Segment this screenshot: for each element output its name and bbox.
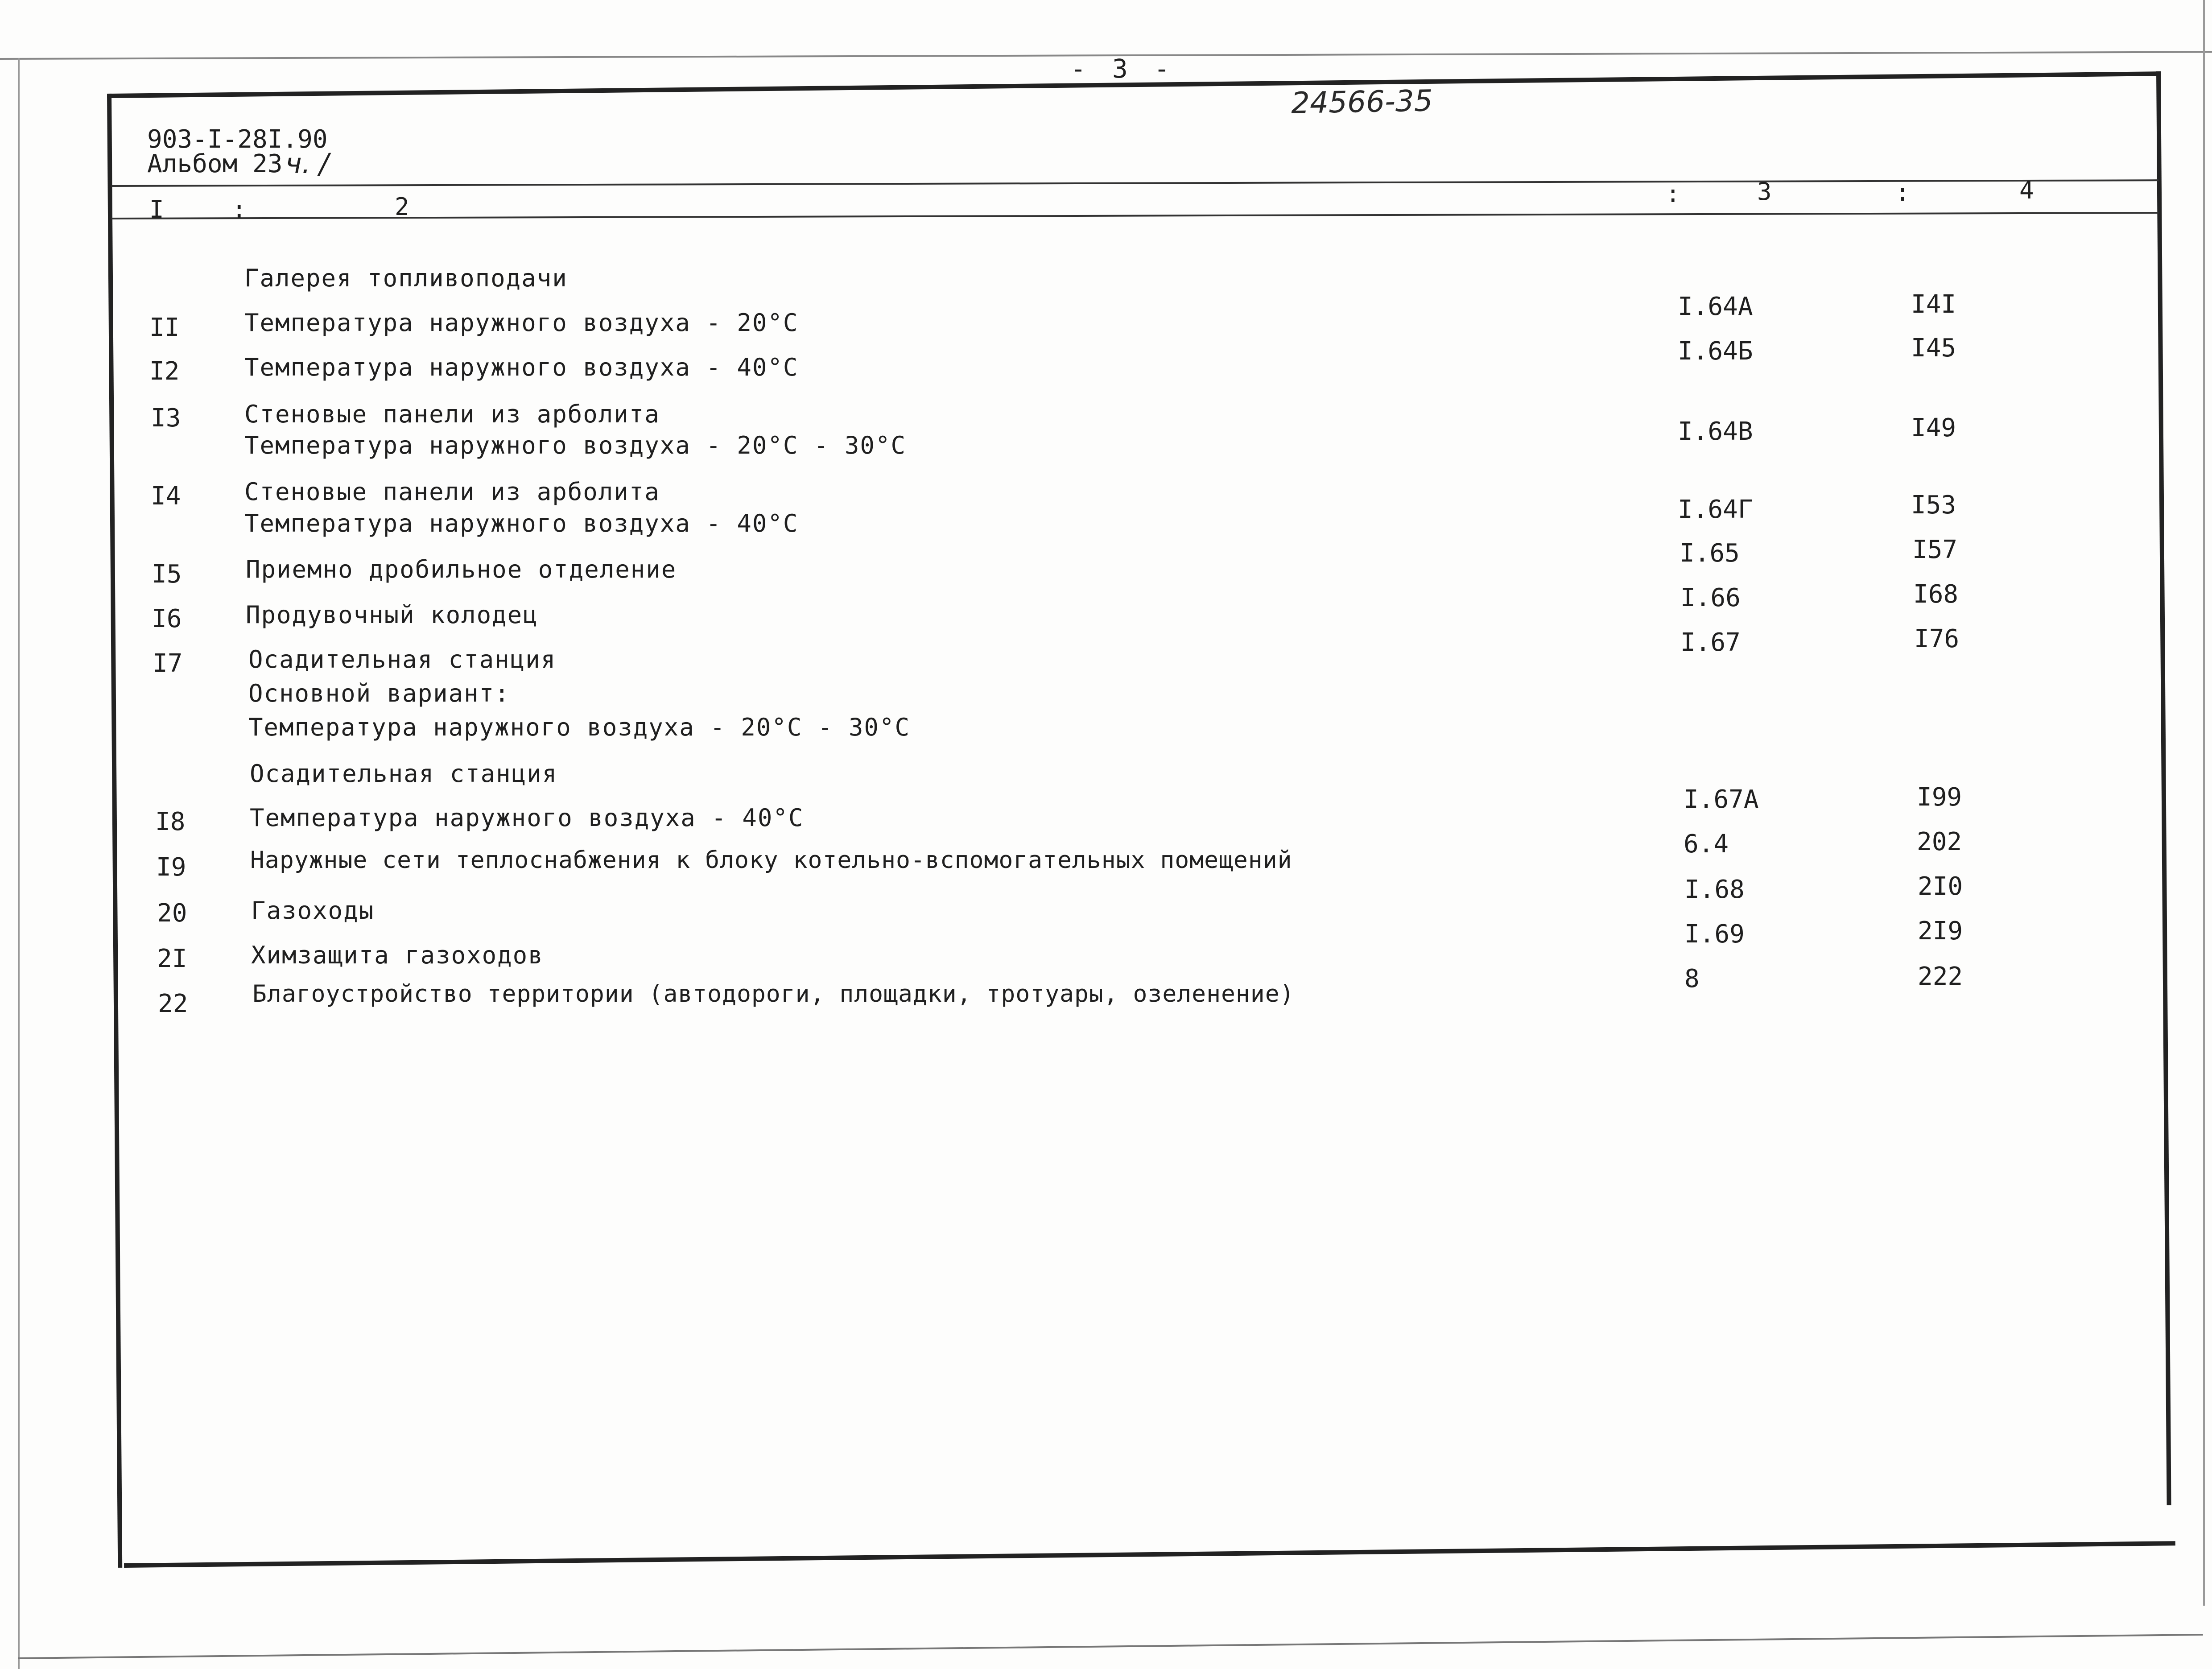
row-column-3-value: I.69 <box>1684 920 1745 949</box>
row-column-3-value: I.64В <box>1678 417 1753 446</box>
row-number: 22 <box>158 989 188 1018</box>
album-handwritten-note: ч. / <box>285 147 329 180</box>
row-number: 20 <box>157 899 187 928</box>
row-number: I7 <box>153 649 183 678</box>
row-column-4-value: I99 <box>1917 783 1962 812</box>
row-column-4-value: I68 <box>1913 580 1959 609</box>
row-column-4-value: I76 <box>1914 624 1960 653</box>
row-column-4-value: I57 <box>1912 535 1958 564</box>
row-description-line: Температура наружного воздуха - 40°C <box>244 353 799 381</box>
row-column-3-value: I.64Г <box>1678 495 1753 524</box>
row-column-4-value: 222 <box>1918 962 1963 991</box>
frame-left <box>107 94 122 1568</box>
row-number: 2I <box>157 944 187 973</box>
frame-bottom <box>124 1541 2175 1568</box>
row-description-line: Основной вариант: <box>248 679 510 707</box>
column-4-separator: : <box>1895 178 1910 207</box>
row-description-line: Температура наружного воздуха - 40°C <box>250 804 804 832</box>
row-column-3-value: I.64A <box>1678 292 1753 321</box>
header-rule-upper <box>111 179 2158 187</box>
row-number: I6 <box>152 604 182 633</box>
row-description-line: Наружные сети теплоснабжения к блоку котельно-вспомогательных помещений <box>250 847 1292 874</box>
row-number: I8 <box>155 807 186 836</box>
column-4-header: 4 <box>2019 176 2034 204</box>
row-column-3-value: 6.4 <box>1684 830 1729 859</box>
row-column-3-value: I.66 <box>1680 583 1741 612</box>
row-column-4-value: I4I <box>1911 290 1956 319</box>
row-number: I2 <box>149 357 180 386</box>
header-rule-lower <box>111 212 2158 219</box>
document-code: 903-I-28I.90 <box>147 125 328 154</box>
row-description-line: Температура наружного воздуха - 40°C <box>244 509 799 537</box>
column-1-separator: : <box>232 195 247 223</box>
row-description-line: Химзащита газоходов <box>251 941 544 969</box>
row-description-line: Осадительная станция <box>250 760 558 788</box>
row-number: I3 <box>151 404 181 433</box>
row-column-4-value: 2I9 <box>1918 917 1963 946</box>
row-description-line: Температура наружного воздуха - 20°C - 30°C <box>244 431 906 459</box>
column-3-header: 3 <box>1757 178 1772 206</box>
row-column-4-value: I53 <box>1911 491 1956 520</box>
handwritten-code: 24566-35 <box>1291 83 1433 120</box>
row-description-line: Приемно дробильное отделение <box>246 555 677 583</box>
row-column-3-value: I.67A <box>1684 785 1759 814</box>
row-number: I5 <box>152 560 182 589</box>
row-description-line: Продувочный колодец <box>246 601 538 629</box>
row-column-4-value: 2I0 <box>1918 872 1963 901</box>
row-description-line: Галерея топливоподачи <box>244 264 568 292</box>
row-description-line: Газоходы <box>251 896 375 925</box>
album-label: Альбом 23 <box>147 149 283 178</box>
page-number: - 3 - <box>1070 54 1175 84</box>
row-description-line: Осадительная станция <box>248 645 557 673</box>
row-description-line: Стеновые панели из арболита <box>244 400 660 428</box>
column-3-separator: : <box>1666 180 1680 208</box>
column-1-header: I <box>149 195 164 223</box>
row-column-4-value: I49 <box>1911 413 1956 442</box>
row-column-4-value: I45 <box>1911 334 1956 363</box>
row-column-3-value: I.67 <box>1680 628 1741 657</box>
row-column-3-value: 8 <box>1684 964 1700 993</box>
frame-right <box>2156 71 2171 1505</box>
row-column-3-value: I.68 <box>1684 875 1745 904</box>
row-column-3-value: I.65 <box>1680 539 1740 568</box>
row-description-line: Благоустройство территории (автодороги, площадки, тротуары, озеленение) <box>252 980 1295 1008</box>
row-column-4-value: 202 <box>1917 827 1962 856</box>
row-column-3-value: I.64Б <box>1678 337 1753 366</box>
row-description-line: Температура наружного воздуха - 20°C - 30°C <box>248 713 910 741</box>
row-number: I9 <box>156 853 186 882</box>
row-number: I4 <box>151 482 181 511</box>
row-description-line: Температура наружного воздуха - 20°C <box>244 309 799 337</box>
column-2-header: 2 <box>395 193 409 221</box>
row-description-line: Стеновые панели из арболита <box>244 478 660 506</box>
row-number: II <box>149 313 180 342</box>
